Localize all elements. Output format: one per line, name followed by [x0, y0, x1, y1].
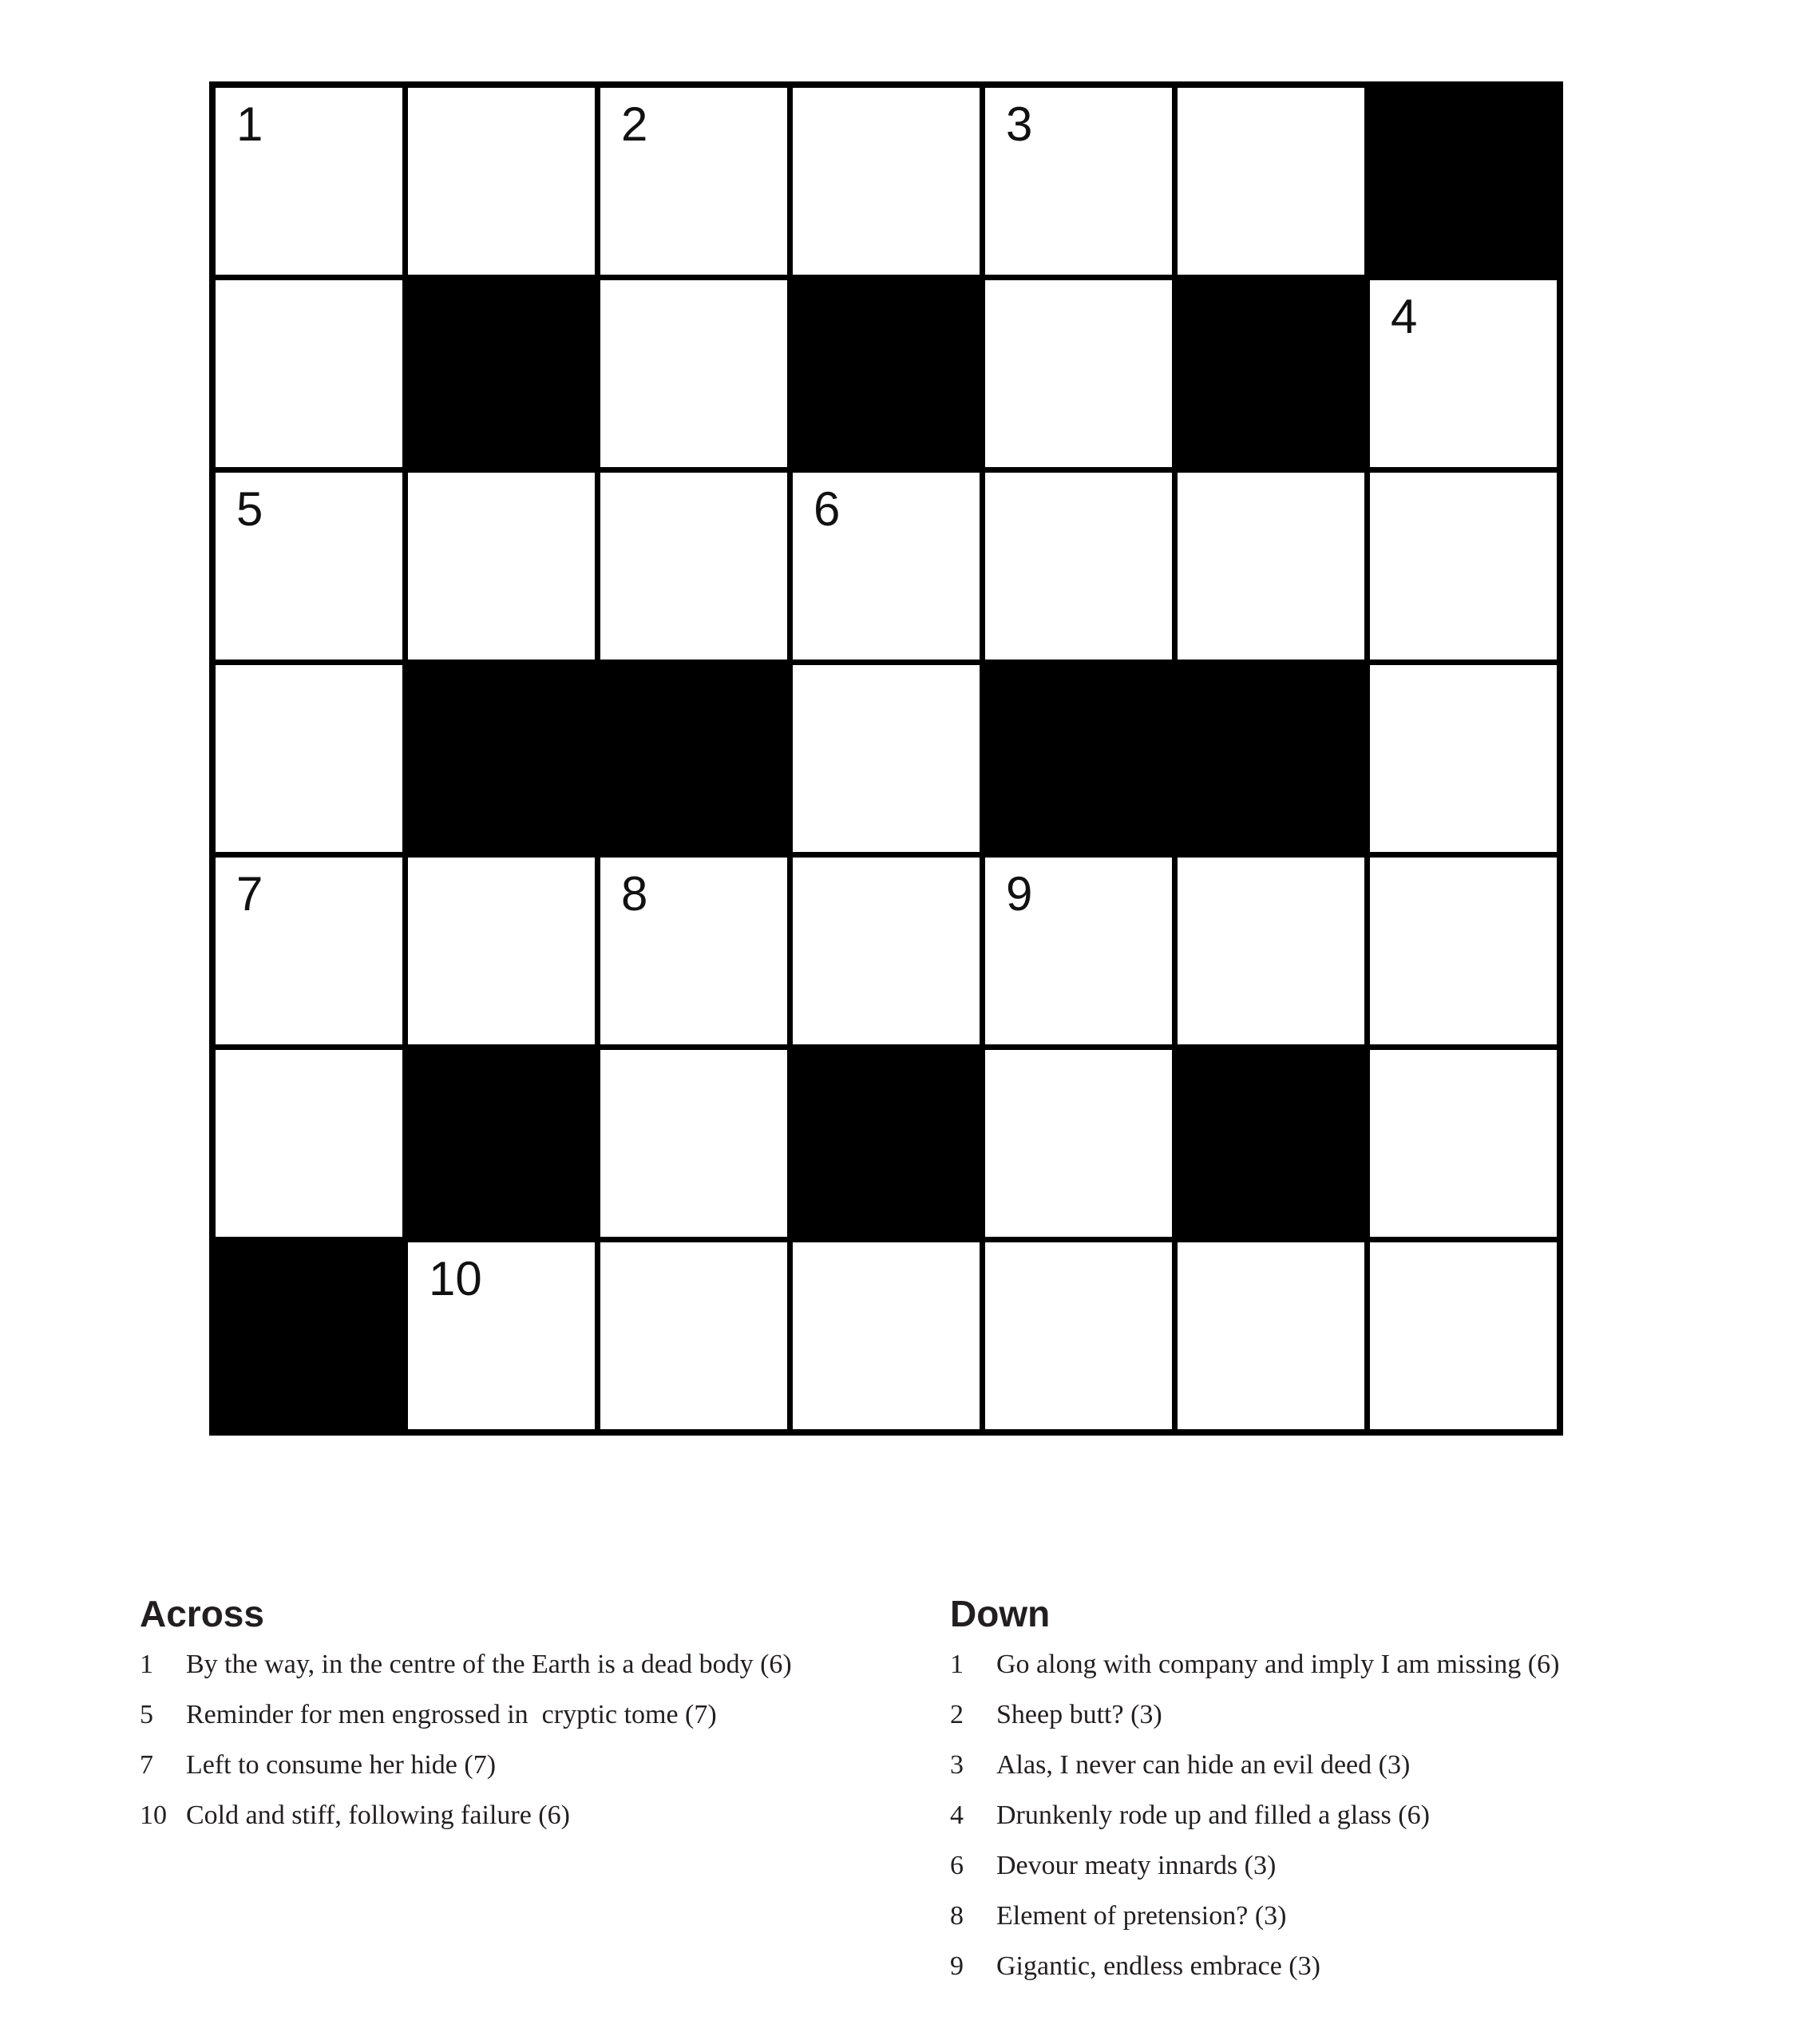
cell-r3c3[interactable]: [600, 473, 787, 660]
cell-number-9: 9: [1006, 867, 1033, 921]
clue-number: 6: [950, 1851, 964, 1880]
black-cell-r4c6: [1178, 665, 1364, 852]
clue-number: 8: [950, 1901, 964, 1931]
clue-number: 2: [950, 1700, 964, 1729]
cell-r6c1[interactable]: [216, 1050, 402, 1237]
cell-r5c7[interactable]: [1370, 858, 1557, 1044]
clue-text: Go along with company and imply I am missing (6): [996, 1650, 1560, 1679]
across-clues-column: [140, 1595, 926, 1852]
cell-r2c7[interactable]: [1370, 280, 1557, 467]
across-heading: Across: [140, 1593, 264, 1634]
black-cell-r4c5: [985, 665, 1172, 852]
clue-number: 5: [140, 1700, 153, 1729]
cell-r7c3[interactable]: [600, 1242, 787, 1429]
cell-r7c6[interactable]: [1178, 1242, 1364, 1429]
cell-r1c1[interactable]: [216, 88, 402, 275]
across-clue-7: [140, 1752, 926, 1779]
cell-number-7: 7: [236, 867, 263, 921]
across-clue-10: [140, 1802, 926, 1829]
clue-number: 9: [950, 1951, 964, 1981]
cell-r1c5[interactable]: [985, 88, 1172, 275]
down-clue-6: [950, 1852, 1796, 1880]
cell-r4c1[interactable]: [216, 665, 402, 852]
clue-number: 4: [950, 1800, 964, 1830]
cell-r1c6[interactable]: [1178, 88, 1364, 275]
across-clue-1: [140, 1651, 926, 1678]
cell-r5c5[interactable]: [985, 858, 1172, 1044]
clue-text: Sheep butt? (3): [996, 1700, 1162, 1729]
cell-r5c4[interactable]: [793, 858, 980, 1044]
cell-r2c1[interactable]: [216, 280, 402, 467]
clue-text: Gigantic, endless embrace (3): [996, 1951, 1320, 1981]
black-cell-r6c2: [408, 1050, 595, 1237]
across-clue-list: [140, 1651, 926, 1829]
black-cell-r7c1: [216, 1242, 402, 1429]
cell-r3c4[interactable]: [793, 473, 980, 660]
clue-text: Devour meaty innards (3): [996, 1851, 1277, 1880]
cell-r6c5[interactable]: [985, 1050, 1172, 1237]
black-cell-r6c4: [793, 1050, 980, 1237]
cell-r5c3[interactable]: [600, 858, 787, 1044]
cell-r3c5[interactable]: [985, 473, 1172, 660]
cell-r1c2[interactable]: [408, 88, 595, 275]
clue-text: Drunkenly rode up and filled a glass (6): [996, 1800, 1430, 1830]
black-cell-r2c2: [408, 280, 595, 467]
clue-number: 1: [140, 1650, 153, 1679]
cell-r5c2[interactable]: [408, 858, 595, 1044]
cell-r7c7[interactable]: [1370, 1242, 1557, 1429]
cell-r4c7[interactable]: [1370, 665, 1557, 852]
cell-number-10: 10: [429, 1252, 482, 1305]
black-cell-r4c3: [600, 665, 787, 852]
down-clue-list: [950, 1651, 1796, 1980]
clue-text: Left to consume her hide (7): [186, 1750, 497, 1780]
clue-text: Reminder for men engrossed in cryptic tome (7): [186, 1700, 717, 1729]
cell-number-6: 6: [813, 482, 841, 536]
down-clue-2: [950, 1701, 1796, 1729]
black-cell-r2c4: [793, 280, 980, 467]
cell-r5c6[interactable]: [1178, 858, 1364, 1044]
crossword-grid: [209, 81, 1563, 1436]
cell-number-1: 1: [236, 97, 263, 151]
cell-r1c3[interactable]: [600, 88, 787, 275]
cell-number-5: 5: [236, 482, 263, 536]
cell-r5c1[interactable]: [216, 858, 402, 1044]
cell-r6c3[interactable]: [600, 1050, 787, 1237]
cell-number-2: 2: [621, 97, 648, 151]
down-clue-8: [950, 1903, 1796, 1930]
down-clue-1: [950, 1651, 1796, 1678]
cell-r2c3[interactable]: [600, 280, 787, 467]
clue-number: 1: [950, 1650, 964, 1679]
cell-number-3: 3: [1006, 97, 1033, 151]
across-clue-5: [140, 1701, 926, 1729]
down-clue-4: [950, 1802, 1796, 1829]
down-clues-column: [950, 1595, 1796, 2003]
cell-r6c7[interactable]: [1370, 1050, 1557, 1237]
cell-r7c5[interactable]: [985, 1242, 1172, 1429]
clue-number: 7: [140, 1750, 153, 1780]
cell-r7c4[interactable]: [793, 1242, 980, 1429]
cell-number-8: 8: [621, 867, 648, 921]
cell-r3c1[interactable]: [216, 473, 402, 660]
black-cell-r4c2: [408, 665, 595, 852]
down-clue-9: [950, 1953, 1796, 1980]
clue-number: 3: [950, 1750, 964, 1780]
cell-number-4: 4: [1391, 290, 1418, 343]
cell-r3c2[interactable]: [408, 473, 595, 660]
cell-r4c4[interactable]: [793, 665, 980, 852]
cell-r3c7[interactable]: [1370, 473, 1557, 660]
black-cell-r6c6: [1178, 1050, 1364, 1237]
clue-number: 10: [140, 1800, 167, 1830]
cell-r2c5[interactable]: [985, 280, 1172, 467]
cell-r1c4[interactable]: [793, 88, 980, 275]
black-cell-r2c6: [1178, 280, 1364, 467]
black-cell-r1c7: [1370, 88, 1557, 275]
clue-text: Cold and stiff, following failure (6): [186, 1800, 570, 1830]
clue-text: Alas, I never can hide an evil deed (3): [996, 1750, 1411, 1780]
clue-text: By the way, in the centre of the Earth is a dead body (6): [186, 1650, 792, 1679]
cell-r7c2[interactable]: [408, 1242, 595, 1429]
clue-text: Element of pretension? (3): [996, 1901, 1287, 1931]
down-clue-3: [950, 1752, 1796, 1779]
down-heading: Down: [950, 1593, 1051, 1634]
cell-r3c6[interactable]: [1178, 473, 1364, 660]
